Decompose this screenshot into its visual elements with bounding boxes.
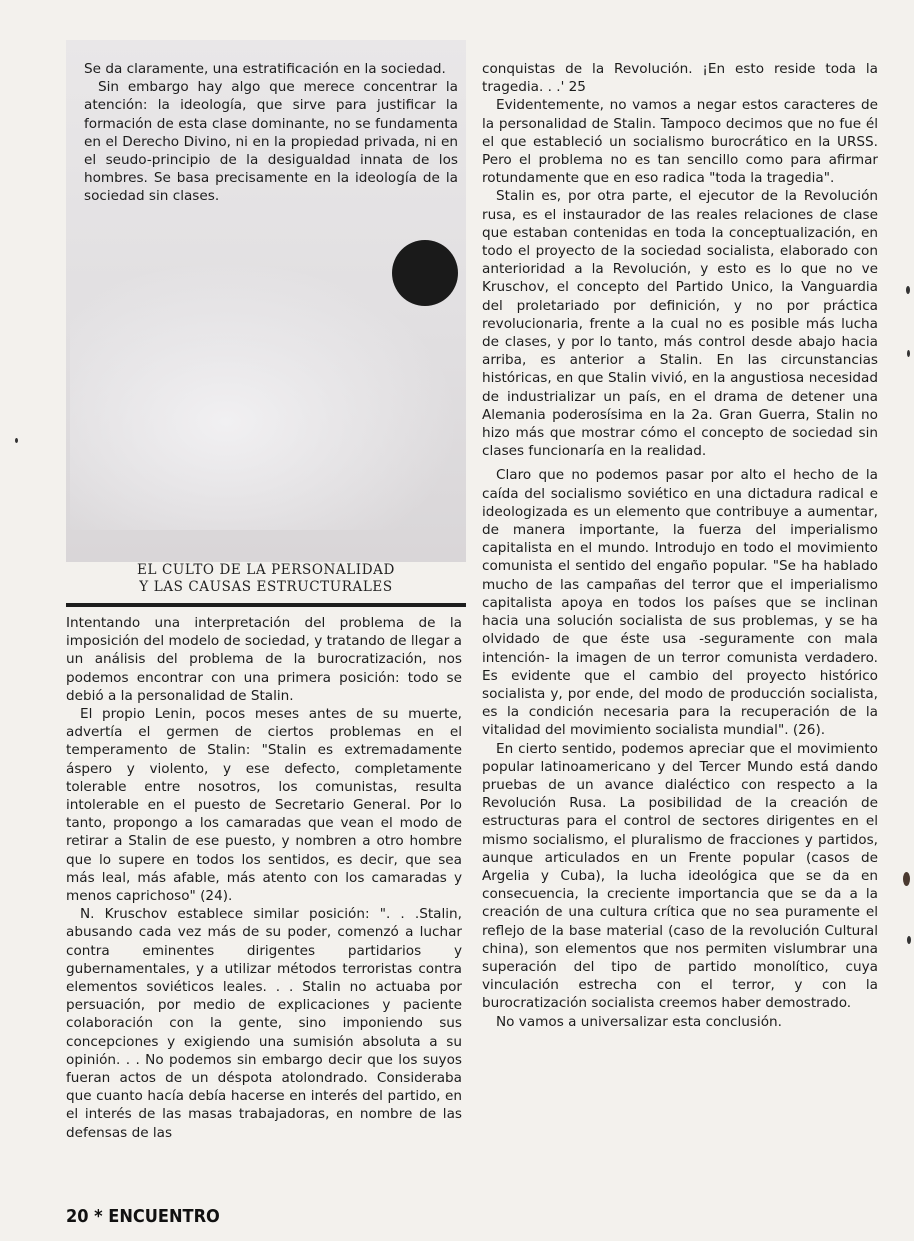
right-column-text: [482, 60, 878, 1031]
paragraph: Stalin es, por otra parte, el ejecutor de la Revolución rusa, es el instaurador de las reales relaciones de clase que estaban contenidas en toda la conceptualización, en todo el proyecto de la sociedad socialista, elaborado con anterioridad a la Revolución, y esto es lo que no ve Kruschov, el concepto del Partido Unico, la Vanguardia del proletariado por definición, y no por práctica revolucionaria, frente a la cual no es posible más lucha de clases, y por lo tanto, más control desde abajo hacia arriba, es anterior a Stalin. En las circunstancias históricas, en que Stalin vivió, en la angustiosa necesidad de industrializar un país, en el drama de detener una Alemania poderosísima en la 2a. Gran Guerra, Stalin no hizo más que mostrar cómo el concepto de sociedad sin clases funcionaría en la realidad.: [482, 188, 878, 460]
paragraph: Evidentemente, no vamos a negar estos caracteres de la personalidad de Stalin. Tampoco decimos que no fue él el que estableció un socialismo burocrático en la URSS. Pero el problema no es tan sencillo como para afirmar rotundamente que en eso radica "toda la tragedia".: [482, 97, 878, 187]
ink-speck: [907, 936, 911, 944]
paragraph: Intentando una interpretación del problema de la imposición del modelo de sociedad, y tratando de llegar a un análisis del problema de la burocratización, nos podemos encontrar con una primera posición: todo se debió a la personalidad de Stalin.: [66, 615, 462, 704]
paragraph: El propio Lenin, pocos meses antes de su muerte, advertía el germen de ciertos problemas en el temperamento de Stalin: "Stalin es extremadamente áspero y violento, y ese defecto, completamente tolerable entre nosotros, los comunistas, resulta intolerable en el puesto de Secretario General. Por lo tanto, propongo a los camaradas que vean el modo de retirar a Stalin de ese puesto, y nombren a otro hombre que lo supere en todos los sentidos, es decir, que sea más leal, más afable, más atento con los camaradas y menos caprichoso" (24).: [66, 706, 462, 905]
page-footer: 20 * ENCUENTRO: [66, 1206, 220, 1227]
photo-highlight: [70, 260, 460, 530]
section-heading-line-1: EL CULTO DE LA PERSONALIDAD: [137, 562, 395, 578]
paragraph: Sin embargo hay algo que merece concentrar la atención: la ideología, que sirve para justificar la formación de esta clase dominante, no se fundamenta en el Derecho Divino, ni en la propiedad privada, ni en el seudo-principio de la desigualdad innata de los hombres. Se basa precisamente en la ideología de la sociedad sin clases.: [84, 79, 458, 205]
ink-speck: [907, 350, 910, 357]
left-bottom-text: [66, 614, 462, 1142]
left-top-text: [84, 60, 458, 206]
paragraph: conquistas de la Revolución. ¡En esto reside toda la tragedia. . .' 25: [482, 61, 878, 96]
paragraph: N. Kruschov establece similar posición: ". . .Stalin, abusando cada vez más de su poder, comenzó a luchar contra eminentes dirigentes partidarios y gubernamentales, y a utilizar métodos terroristas contra elementos soviéticos leales. . . Stalin no actuaba por persuación, por medio de explicaciones y paciente colaboración con la gente, sino imponiendo sus concepciones y exigiendo una sumisión absoluta a su opinión. . . No podemos sin embargo decir que los suyos fueran actos de un déspota atolondrado. Consideraba que cuanto hacía debía hacerse en interés del partido, en el interés de las masas trabajadoras, en nombre de las defensas de las: [66, 906, 462, 1141]
paragraph: Se da claramente, una estratificación en la sociedad.: [84, 61, 446, 77]
ink-speck: [15, 438, 18, 443]
paragraph: No vamos a universalizar esta conclusión.: [496, 1013, 782, 1030]
section-heading: [66, 562, 466, 596]
section-heading-line-2: Y LAS CAUSAS ESTRUCTURALES: [139, 579, 393, 595]
ink-speck: [903, 872, 910, 886]
ink-speck: [906, 286, 910, 294]
paragraph: Claro que no podemos pasar por alto el hecho de la caída del socialismo soviético en una dictadura radical e ideologizada es un elemento que contribuye a aumentar, de manera importante, la fuerza del imperialismo capitalista en el mundo. Introdujo en todo el movimiento comunista el sentido del engaño popular. "Se ha hablado mucho de las campañas del terror que el imperialismo capitalista apoya en todos los países que se inclinan hacia una solución socialista de sus problemas, y se ha olvidado de que éste usa -seguramente con mala intención- la imagen de un terror comunista verdadero. Es evidente que el cambio del proyecto histórico socialista y, por ende, del modo de producción socialista, es la condición necesaria para la recuperación de la vitalidad del movimiento socialista mundial". (26).: [482, 467, 878, 739]
paragraph: En cierto sentido, podemos apreciar que el movimiento popular latinoamericano y del Tercer Mundo está dando pruebas de un avance dialéctico con respecto a la Revolución Rusa. La posibilidad de la creación de estructuras para el control de sectores dirigentes en el mismo socialismo, el pluralismo de fracciones y partidos, aunque articulados en un Frente popular (casos de Argelia y Cuba), la lucha ideológica que se da en consecuencia, la creciente importancia que se da a la creación de una cultura crítica que no sea puramente el reflejo de la base material (caso de la revolución Cultural china), son elementos que nos permiten vislumbrar una superación del tipo de partido monolítico, cuya vinculación estrecha con el terror, y con la burocratización socialista creemos haber demostrado.: [482, 740, 878, 1012]
dark-disc-image: [392, 240, 458, 306]
heading-rule: [66, 603, 466, 607]
